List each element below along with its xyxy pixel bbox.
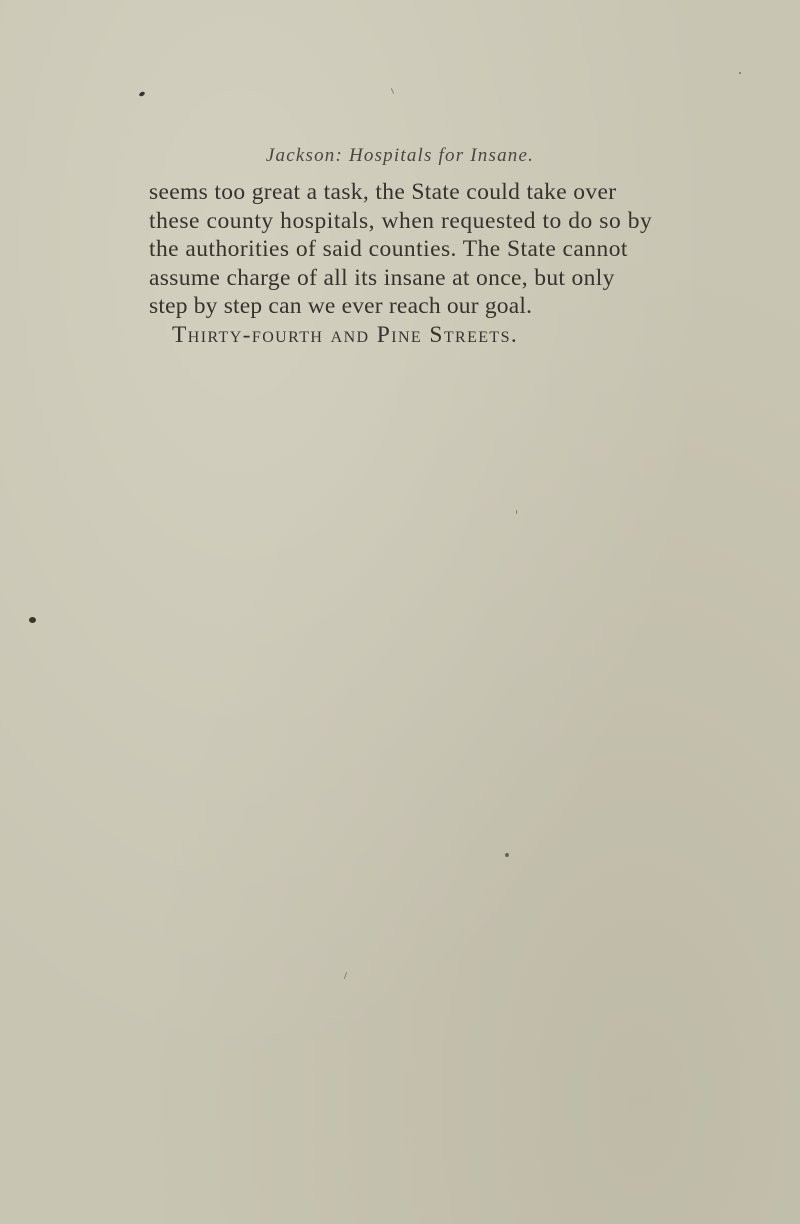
running-head: Jackson: Hospitals for Insane. — [265, 145, 535, 166]
ink-speck — [344, 972, 347, 979]
body-text — [149, 178, 689, 349]
body-line: step by step can we ever reach our goal. — [149, 293, 533, 319]
body-line: assume charge of all its insane at once, but only — [149, 264, 615, 291]
ink-speck — [29, 617, 36, 623]
ink-speck — [516, 510, 517, 514]
ink-speck — [391, 88, 394, 94]
body-line: these county hospitals, when requested to do so by — [149, 207, 653, 234]
address-signature: Thirty-fourth and Pine Streets. — [172, 321, 519, 348]
body-line: the authorities of said counties. The State cannot — [149, 236, 628, 262]
body-line: seems too great a task, the State could take over — [149, 179, 617, 205]
ink-speck — [505, 853, 509, 857]
ink-speck — [138, 91, 145, 97]
ink-speck — [739, 72, 741, 74]
